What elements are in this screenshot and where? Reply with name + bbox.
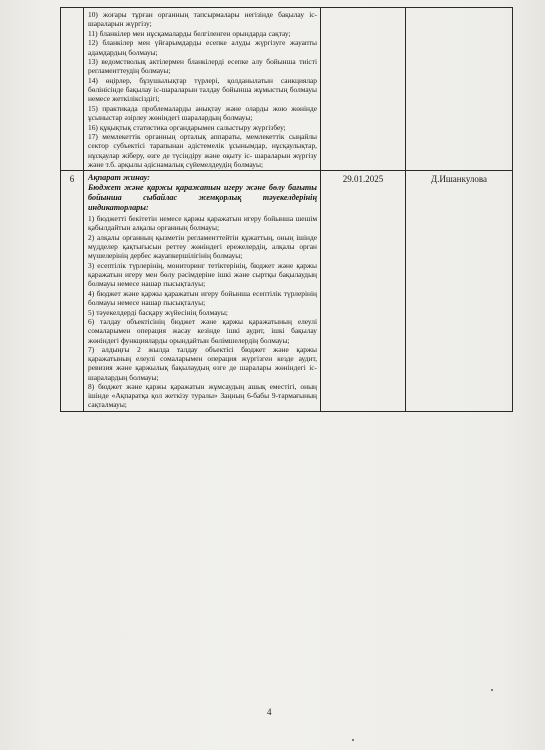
responsible-person: Д.Ишанкулова [430,174,488,185]
description-cell [84,8,321,171]
list-item: 6) талдау объектісінің бюджет және қаржы қаражатының елеулі сомаларымен операция жасау кезінде ішкі аудит, ішкі бақылау жөніндегі функцияларды орындайтын бөлімшелердің болмауы; [88,317,317,345]
row-number: 6 [69,174,75,185]
scan-speck [352,739,354,741]
list-item: 13) ведомстволық актілермен бланкілерді есепке алу бойынша тиісті регламенттеудің болмауы; [88,57,317,76]
list-item: 16) құқықтық статистика органдарымен салыстыру жүргізбеу; [88,122,286,132]
responsible-cell [406,171,513,412]
list-item: 12) бланкілер мен үйғарымдарды есепке алуды жүргізуге жауапты адамдардың болмауы; [88,38,317,57]
section-heading: Ақпарат жинау: [88,173,150,183]
responsible-cell [406,8,513,171]
list-item: 11) бланкілер мен нұсқамаларды белгіленген орындарда сақтау; [88,28,291,38]
description-cell [84,171,321,412]
list-item: 3) есептілік түрлерінің, мониторинг тетіктерінің, бюджет және қаржы қаражатын игеру мен бөлу рәсімдеріне ішкі және сыртқы бақылаудың болмауы немесе нашар пысықталуы; [88,261,317,289]
scan-speck [491,689,493,691]
section-subheading: Бюджет және қаржы қаражатын игеру және бөлу бағыты бойынша сыбайлас жемқорлық тәуекелдерінің индикаторлары: [88,183,317,213]
row-number-cell [61,8,84,171]
list-item: 17) мемлекеттік органның орталық аппараты, мемлекеттік сыңайлы сектор субъектісі тарапынан әдістемелік ұсынымдар, нұсқаулықтар, нұсқаулар жіберу, өзге де түсіндіру және оқыту іс- шараларын жүргізу және т.б. арқылы әдіснамалық сүйемелдеудің болмауы; [88,132,317,169]
list-item: 7) алдыңғы 2 жылда талдау объектісі бюджет және қаржы қаражатының елеулі сомаларымен операция жүргізген кезде аудит, ревизия және қаржылық бақылаудың өзге де шаралары жөніндегі іс-шаралардың болмауы; [88,345,317,382]
list-item: 1) бюджетті бекітетін немесе қаржы қаражатын игеру бойынша шешім қабылдайтын алқалы органның болмауы; [88,214,317,233]
list-item: 10) жоғары тұрған органның тапсырмалары негізінде бақылау іс- шараларын жүргізу; [88,10,317,29]
indicator-list [84,171,320,411]
date-cell [321,171,406,412]
list-item: 14) өңірлер, бұзушылықтар түрлері, қолданылатын санкциялар бөлінісінде бақылау іс-шараларын талдау бойынша жұмыстың болмауы немесе жеткіліксіздігі; [88,76,317,104]
page-number: 4 [267,707,272,717]
table-row-6 [61,171,513,412]
date-cell [321,8,406,171]
list-item: 8) бюджет және қаржы қаражатын жұмсаудың ашық еместігі, оның ішінде «Ақпаратқа қол жеткізу туралы» Заңның 6-бабы 9-тармағының сақталмауы; [88,382,317,410]
plan-table [60,7,513,412]
due-date: 29.01.2025 [342,174,384,185]
row-number-cell [61,171,84,412]
indicator-list [84,8,320,170]
list-item: 5) тәуекелдерді басқару жүйесінің болмауы; [88,307,228,317]
table-row-continued [61,8,513,171]
list-item: 2) алқалы органның қызметін регламенттейтін құжаттың, оның ішінде мүдделер қақтығысын реттеу жөніндегі ережелердің, алқалы орган мүшелерінің дербес жауапкершілігінің болмауы; [88,233,317,261]
list-item: 15) практикада проблемаларды анықтау және оларды жою жөнінде ұсыныстар әзірлеу жөніндегі шаралардың болмауы; [88,103,317,122]
list-item: 4) бюджет және қаржы қаражатын игеру бойынша есептілік түрлерінің болмауы немесе нашар пысықталуы; [88,288,317,307]
